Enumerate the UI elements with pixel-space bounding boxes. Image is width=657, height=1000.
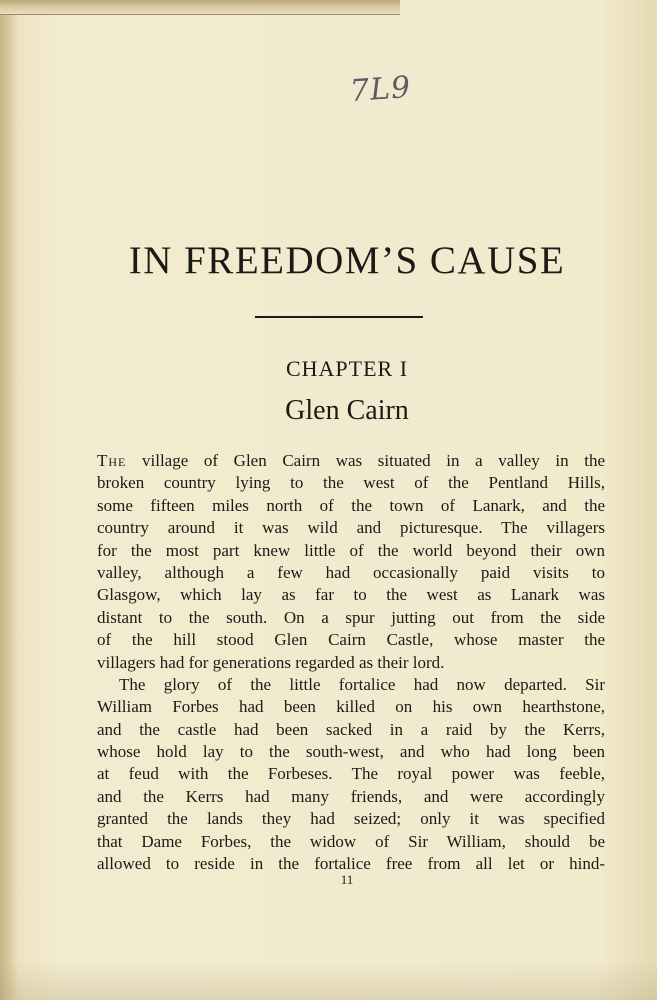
text-line: and the Kerrs had many friends, and were accordingly xyxy=(97,786,605,806)
page-number: 11 xyxy=(340,872,354,887)
title-divider xyxy=(255,316,423,318)
text-line: valley, although a few had occasionally paid visits to xyxy=(97,562,605,582)
text-line: villagers had for generations regarded as their lord. xyxy=(97,652,445,672)
text-line: Glasgow, which lay as far to the west as Lanark was xyxy=(97,585,605,605)
text-line: for the most part knew little of the world beyond their own xyxy=(97,540,605,560)
text-line: William Forbes had been killed on his own hearthstone, xyxy=(97,697,605,717)
lead-word: The xyxy=(97,451,127,470)
book-title: IN FREEDOM’S CAUSE xyxy=(128,239,566,282)
text-line: whose hold lay to the south-west, and who had long been xyxy=(97,742,605,762)
page-bottom-shadow xyxy=(0,960,657,1000)
page-top-edge xyxy=(0,0,400,15)
text-line: and the castle had been sacked in a raid by the Kerrs, xyxy=(97,719,605,739)
text-line: broken country lying to the west of the Pentland Hills, xyxy=(97,473,605,493)
chapter-number: CHAPTER I xyxy=(285,356,409,381)
text-line: that Dame Forbes, the widow of Sir William, should be xyxy=(97,831,605,851)
text-line: granted the lands they had seized; only it was specified xyxy=(97,809,605,829)
page-gutter-shadow xyxy=(0,0,18,1000)
handwritten-margin-note: 7L9 xyxy=(348,69,413,110)
text-line: of the hill stood Glen Cairn Castle, whose master the xyxy=(97,630,605,650)
text-line: at feud with the Forbeses. The royal power was feeble, xyxy=(97,764,605,784)
text-line: allowed to reside in the fortalice free from all let or hind- xyxy=(97,854,605,874)
text-line xyxy=(97,450,605,472)
text-line: distant to the south. On a spur jutting out from the side xyxy=(97,607,605,627)
text-line-content: village of Glen Cairn was situated in a valley in the xyxy=(142,451,605,470)
chapter-title: Glen Cairn xyxy=(285,395,409,426)
text-line: country around it was wild and picturesque. The villagers xyxy=(97,518,605,538)
text-line: The glory of the little fortalice had now departed. Sir xyxy=(119,674,605,694)
text-line: some fifteen miles north of the town of Lanark, and the xyxy=(97,495,605,515)
body-text xyxy=(97,450,605,875)
